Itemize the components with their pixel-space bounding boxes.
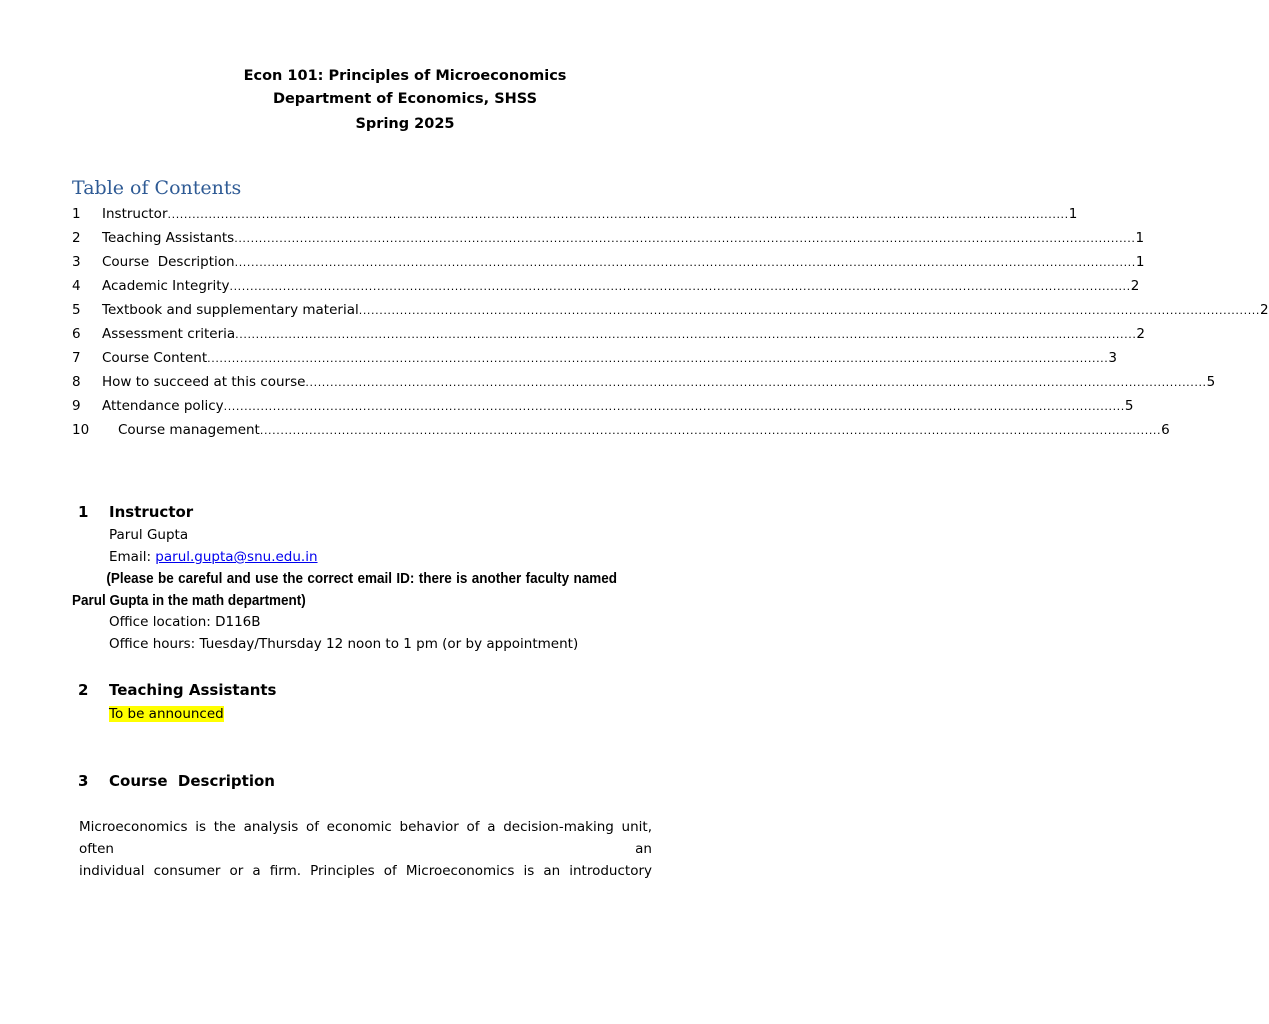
toc-entry-label: Assessment criteria <box>102 326 236 342</box>
toc-entry-label: Course Content <box>102 350 208 366</box>
email-label: Email: <box>109 549 156 565</box>
section-number: 2 <box>78 681 89 699</box>
toc-entry[interactable] <box>72 422 1170 440</box>
toc-entry[interactable] <box>72 278 1140 296</box>
toc-title: Table of Contents <box>72 177 242 199</box>
toc-leader-dots: ............................................................................................................................................................................................................................ <box>235 328 1137 341</box>
toc-entry-number: 5 <box>72 302 81 318</box>
toc-leader-dots: ............................................................................................................................................................................................................................ <box>234 256 1136 269</box>
toc-entry-page: 6 <box>1161 422 1170 438</box>
toc-leader-dots: ............................................................................................................................................................................................................................ <box>167 208 1069 221</box>
toc-leader-dots: ............................................................................................................................................................................................................................ <box>259 424 1162 437</box>
course-title: Econ 101: Principles of Microeconomics <box>243 68 567 84</box>
section-heading-instructor <box>78 503 193 521</box>
toc-entry[interactable] <box>72 254 1145 272</box>
toc-leader-dots: ............................................................................................................................................................................................................................ <box>305 376 1207 389</box>
toc-entry[interactable] <box>72 230 1145 248</box>
paragraph-line: Microeconomics is the analysis of economic behavior of a decision-making unit, often an <box>79 819 652 857</box>
toc-entry-page: 2 <box>1259 302 1269 318</box>
toc-entry-page: 1 <box>1135 254 1145 270</box>
toc-entry-page: 2 <box>1136 326 1146 342</box>
toc-entry-label: Instructor <box>102 206 168 222</box>
toc-entry-label: Course Description <box>102 254 235 270</box>
toc-entry-number: 3 <box>72 254 81 270</box>
toc-entry-label: Attendance policy <box>102 398 224 414</box>
toc-entry[interactable] <box>72 374 1216 392</box>
toc-entry-number: 7 <box>72 350 81 366</box>
semester: Spring 2025 <box>355 116 455 132</box>
toc-entry-number: 2 <box>72 230 81 246</box>
paragraph-line: individual consumer or a firm. Principles of Microeconomics is an introductory <box>79 863 652 879</box>
toc-entry[interactable] <box>72 326 1146 344</box>
toc-entry[interactable] <box>72 350 1117 368</box>
toc-entry-number: 4 <box>72 278 81 294</box>
section-title: Instructor <box>109 503 194 521</box>
toc-entry-page: 3 <box>1108 350 1117 366</box>
toc-entry-page: 1 <box>1068 206 1078 222</box>
email-warning-note: (Please be careful and use the correct email ID: there is another faculty named Parul Gupta in the math department) <box>72 571 617 609</box>
instructor-email <box>109 549 318 565</box>
office-hours: Office hours: Tuesday/Thursday 12 noon to 1 pm (or by appointment) <box>109 636 579 652</box>
toc-entry[interactable] <box>72 398 1134 416</box>
toc-entry-number: 8 <box>72 374 81 390</box>
section-heading-teaching-assistants <box>78 681 277 699</box>
department-name: Department of Economics, SHSS <box>272 91 538 107</box>
toc-entry-label: Textbook and supplementary material <box>102 302 359 318</box>
toc-entry-number: 1 <box>72 206 81 222</box>
toc-leader-dots: ............................................................................................................................................................................................................................ <box>223 400 1125 413</box>
section-number: 1 <box>78 503 89 521</box>
toc-leader-dots: ............................................................................................................................................................................................................................ <box>229 280 1131 293</box>
section-title: Teaching Assistants <box>109 681 277 699</box>
toc-entry-number: 9 <box>72 398 81 414</box>
toc-entry-label: How to succeed at this course <box>102 374 306 390</box>
toc-entry[interactable] <box>72 206 1078 224</box>
toc-entry-page: 1 <box>1135 230 1145 246</box>
toc-entry-number: 10 <box>72 422 90 438</box>
ta-status <box>109 706 224 722</box>
toc-leader-dots: ............................................................................................................................................................................................................................ <box>358 304 1260 317</box>
email-link[interactable]: parul.gupta@snu.edu.in <box>155 549 318 565</box>
toc-entry-page: 5 <box>1206 374 1216 390</box>
highlighted-text: To be announced <box>109 706 224 722</box>
toc-leader-dots: ............................................................................................................................................................................................................................ <box>234 232 1136 245</box>
toc-entry-label: Academic Integrity <box>102 278 230 294</box>
toc-leader-dots: ............................................................................................................................................................................................................................ <box>207 352 1109 365</box>
section-heading-course-description <box>78 772 275 790</box>
toc-entry-label: Teaching Assistants <box>102 230 235 246</box>
toc-entry[interactable] <box>72 302 1269 320</box>
section-number: 3 <box>78 772 89 790</box>
course-description-paragraph <box>79 816 652 882</box>
toc-entry-label: Course management <box>118 422 260 438</box>
toc-entry-page: 5 <box>1124 398 1134 414</box>
toc-entry-page: 2 <box>1130 278 1140 294</box>
section-title: Course Description <box>109 772 275 790</box>
instructor-name: Parul Gupta <box>109 527 189 543</box>
office-location: Office location: D116B <box>109 614 261 630</box>
toc-entry-number: 6 <box>72 326 81 342</box>
